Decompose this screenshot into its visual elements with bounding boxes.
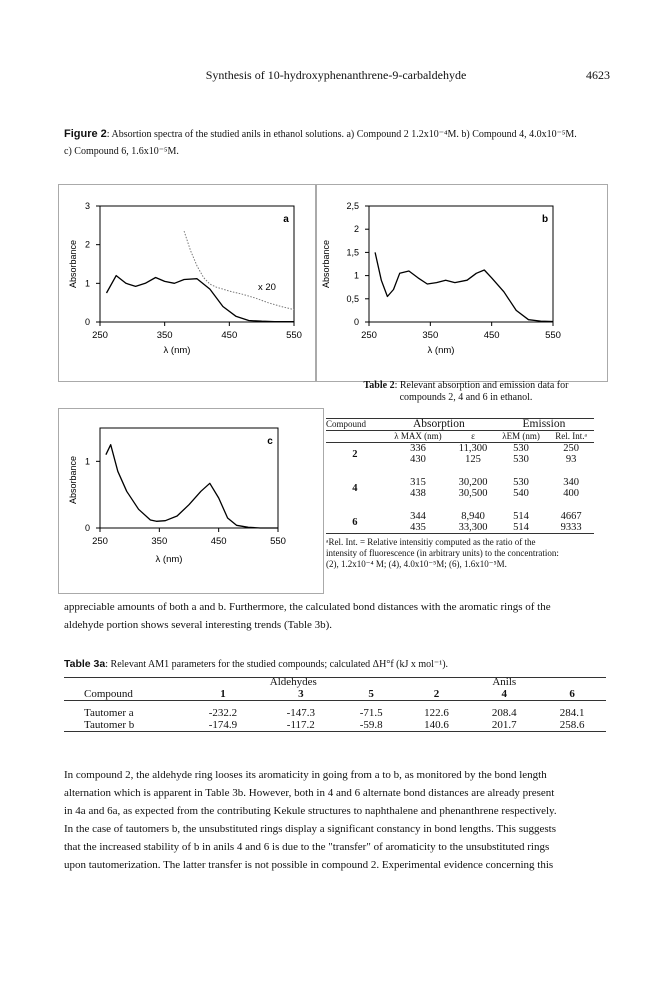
table2-cell: 93	[565, 454, 577, 465]
x-tick-label: 550	[270, 536, 286, 547]
table2-compound: 2	[352, 448, 358, 460]
panel-label: c	[267, 436, 273, 447]
paragraph-line: aldehyde portion shows several interesting trends (Table 3b).	[64, 619, 333, 631]
y-axis-label: Absorbance	[68, 239, 78, 289]
plot-area	[100, 206, 294, 322]
y-tick-label: 1	[84, 456, 90, 467]
series-line	[375, 252, 553, 321]
x-axis-label: λ (nm)	[163, 345, 191, 356]
y-tick-label: 1,5	[346, 247, 359, 258]
table2-head-absorption: Absorption	[384, 419, 494, 431]
paragraph-line: in 4a and 6a, as expected from the contributing Kekule structures to naphthalene and phenanthrene respectively.	[64, 805, 557, 817]
x-tick-label: 350	[422, 330, 439, 341]
figure-caption-line2: c) Compound 6, 1.6x10⁻⁵M.	[64, 146, 179, 157]
y-tick-label: 3	[84, 201, 90, 211]
paragraph-line: appreciable amounts of both a and b. Furthermore, the calculated bond distances with the aromatic rings of the	[64, 601, 551, 613]
chart-b	[321, 201, 561, 356]
paragraph-line: In compound 2, the aldehyde ring looses its aromaticity in going from a to b, as monitored by the bond length	[64, 769, 547, 781]
table3a-group-row	[64, 676, 606, 688]
y-tick-label: 2	[84, 239, 90, 250]
panel-label: b	[541, 214, 549, 225]
x-tick-label: 250	[92, 536, 108, 547]
chart-annotation: x 20	[258, 282, 276, 293]
table3a-cell: -117.2	[262, 719, 340, 732]
table2	[326, 418, 594, 570]
paragraph-1	[64, 598, 614, 634]
table2-cell: 530	[513, 454, 529, 465]
table2-cell: 30,500	[458, 488, 488, 499]
table3a-cell: -147.3	[286, 707, 316, 719]
table2-header-row	[326, 419, 594, 431]
table2-row	[326, 511, 594, 534]
table3a-cell: 258.6	[538, 719, 606, 732]
table2-cell: 315	[410, 477, 426, 488]
table3a-caption	[64, 658, 448, 670]
paragraph-line: upon tautomerization. The latter transfer is not possible in compound 2. Experimental evidence concerning this	[64, 859, 554, 871]
table2-label: Table 2	[363, 380, 395, 391]
x-tick-label: 450	[210, 536, 227, 547]
y-tick-label: 0	[84, 317, 90, 327]
table3a-cell: 208.4	[491, 707, 517, 719]
table3a-cell: -71.5	[359, 707, 383, 719]
table2-cell: 344	[410, 511, 426, 522]
table2-cell: 33,300	[458, 522, 488, 533]
table2-cell: 514	[513, 522, 529, 533]
y-tick-label: 1	[84, 278, 90, 289]
table2-sub-rel-int: Rel. Int.ᵃ	[548, 431, 594, 443]
paragraph-line: that the increased stability of b in anils 4 and 6 is due to the "transfer" of aromaticity to the unsubstituted rings	[64, 841, 550, 853]
table3a-label: Table 3a	[64, 658, 106, 670]
table2-head-emission: Emission	[494, 419, 594, 431]
table3a-group-anils: Anils	[492, 676, 517, 688]
table2-cell: 340	[563, 477, 579, 488]
table3a-cell: 122.6	[424, 707, 449, 719]
table2-sub-lambda-em: λEM (nm)	[494, 431, 548, 443]
series-line	[106, 445, 278, 528]
table2-compound: 4	[352, 482, 358, 494]
table2-cell: 4667	[560, 511, 582, 522]
x-tick-label: 350	[156, 330, 173, 341]
table2-footnote-line3: (2), 1.2x10⁻⁴ M; (4), 4.0x10⁻⁵M; (6), 1.6x10⁻⁵M.	[326, 559, 507, 569]
figure-label: Figure 2	[64, 128, 107, 140]
x-tick-label: 250	[361, 330, 377, 341]
table2-sub-lambda-max: λ MAX (nm)	[384, 431, 452, 443]
x-axis-label: λ (nm)	[155, 554, 183, 565]
table2-caption-line1: : Relevant absorption and emission data for	[394, 380, 569, 391]
table2-row	[326, 477, 594, 499]
table3a-cell: -232.2	[208, 707, 238, 719]
y-axis-label: Absorbance	[68, 455, 78, 505]
y-axis-label: Absorbance	[321, 239, 331, 289]
table3a-col-header: 1	[184, 688, 262, 701]
y-tick-label: 2,5	[346, 201, 359, 211]
table3a-col-header: 2	[403, 688, 471, 701]
table2-head-compound: Compound	[326, 419, 384, 431]
y-tick-label: 0,5	[346, 293, 359, 304]
table3a-group-aldehydes: Aldehydes	[269, 676, 317, 688]
plot-area	[100, 428, 278, 528]
table2-cell: 438	[410, 488, 426, 499]
table3a-header-row	[64, 688, 606, 701]
paragraph-2	[64, 766, 614, 874]
table2-cell: 336	[410, 443, 426, 454]
table2-cell: 540	[513, 488, 529, 499]
table2-sub-epsilon: ε	[452, 431, 494, 443]
y-tick-label: 0	[353, 317, 359, 327]
table3a-cell: -174.9	[184, 719, 262, 732]
y-tick-label: 0	[84, 523, 90, 533]
plot-area	[369, 206, 553, 322]
table3a-col-header: 6	[538, 688, 606, 701]
table3a-col-header: 3	[262, 688, 340, 701]
table3a-head-compound: Compound	[64, 688, 184, 701]
table2-cell: 430	[410, 454, 426, 465]
table3a-row-label: Tautomer a	[84, 707, 134, 719]
table3a-row	[64, 707, 606, 719]
y-tick-label: 2	[353, 224, 359, 235]
table3a-caption-text: : Relevant AM1 parameters for the studied compounds; calculated ΔH°f (kJ x mol⁻¹).	[105, 659, 449, 670]
table2-cell: 30,200	[458, 477, 488, 488]
chart-a	[68, 201, 302, 356]
table3a-cell: -59.8	[340, 719, 403, 732]
x-axis-label: λ (nm)	[427, 345, 455, 356]
table3a-col-header: 4	[470, 688, 538, 701]
table2-cell: 400	[563, 488, 579, 499]
table2-subheader-row	[326, 431, 594, 443]
table3a-cell: 140.6	[403, 719, 471, 732]
x-tick-label: 550	[286, 330, 302, 341]
x-tick-label: 550	[545, 330, 561, 341]
series-line	[184, 231, 294, 310]
table2-cell: 435	[410, 522, 426, 533]
x-tick-label: 350	[151, 536, 168, 547]
table2-cell: 11,300	[458, 443, 488, 454]
table3a	[64, 676, 606, 732]
table2-cell: 530	[513, 477, 529, 488]
table3a-cell: 284.1	[559, 707, 585, 719]
x-tick-label: 250	[92, 330, 108, 341]
table2-footnote-line1: ᵃRel. Int. = Relative intensitiy computed as the ratio of the	[326, 537, 536, 547]
table2-cell: 8,940	[461, 511, 485, 522]
table3a-col-header: 5	[340, 688, 403, 701]
table2-cell: 125	[465, 454, 481, 465]
table2-caption	[326, 380, 606, 404]
table2-cell: 250	[563, 443, 579, 454]
table2-cell: 514	[513, 511, 529, 522]
running-title: Synthesis of 10-hydroxyphenanthrene-9-carbaldehyde	[205, 68, 467, 82]
table3a-row-label: Tautomer b	[64, 719, 184, 732]
figure-caption-line1: : Absortion spectra of the studied anils in ethanol solutions. a) Compound 2 1.2x10⁻⁴M. b) Compound 4, 4.0x10⁻⁵M.	[106, 129, 577, 140]
table3a-cell: 201.7	[470, 719, 538, 732]
table2-row	[326, 443, 594, 466]
panel-label: a	[283, 214, 289, 225]
table2-cell: 530	[513, 443, 529, 454]
x-tick-label: 450	[221, 330, 238, 341]
paragraph-line: alternation which is apparent in Table 3b. However, both in 4 and 6 alternate bond distances are already present	[64, 787, 555, 799]
table2-compound: 6	[326, 511, 384, 534]
y-tick-label: 1	[353, 270, 359, 281]
page-number: 4623	[586, 68, 610, 82]
x-tick-label: 450	[483, 330, 500, 341]
table2-footnote	[326, 534, 594, 571]
paragraph-line: In the case of tautomers b, the unsubstituted rings display a significant constancy in bond lengths. This suggests	[64, 823, 556, 835]
table2-footnote-line2: intensity of fluorescence (in arbitrary units) to the concentration:	[326, 548, 559, 558]
table2-caption-line2: compounds 2, 4 and 6 in ethanol.	[399, 392, 533, 403]
table2-cell: 9333	[560, 522, 582, 533]
table3a-row	[64, 719, 606, 732]
chart-c	[68, 428, 286, 565]
